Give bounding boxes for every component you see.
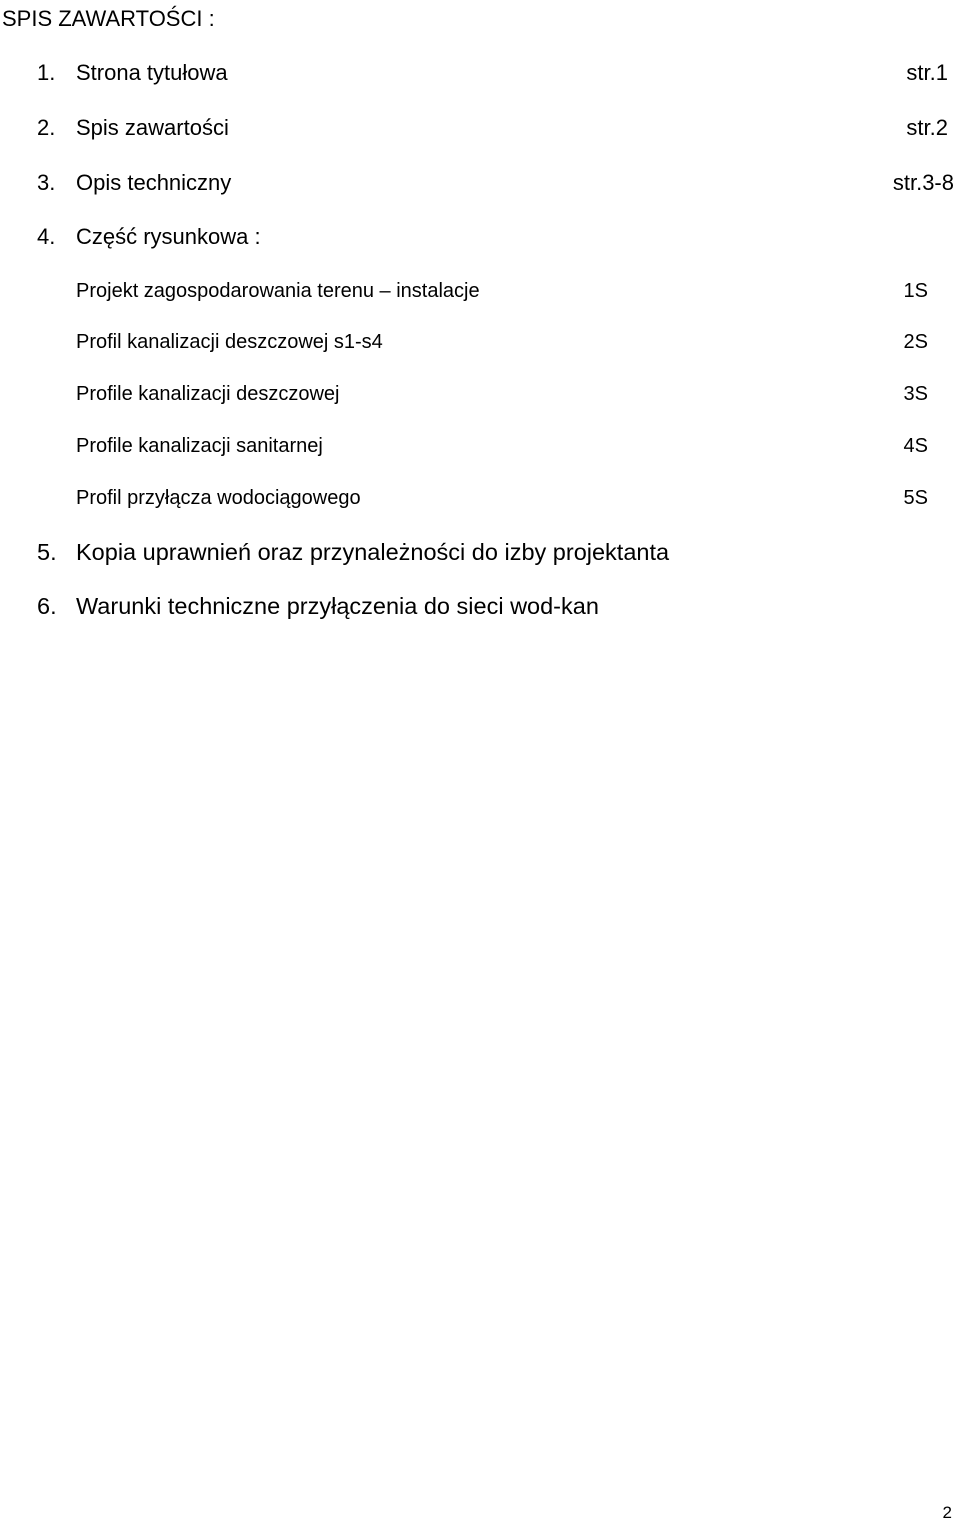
drawing-sheet: 5S — [903, 487, 928, 509]
drawing-item — [0, 380, 960, 408]
toc-item-label: Spis zawartości — [76, 115, 229, 140]
drawing-sheet: 3S — [903, 383, 928, 405]
page-number: 2 — [942, 1503, 952, 1522]
toc-item-page: str.1 — [906, 60, 948, 85]
toc-item-number: 1. — [37, 60, 56, 85]
drawing-item — [0, 484, 960, 512]
toc-item-label: Warunki techniczne przyłączenia do sieci wod-kan — [76, 593, 599, 619]
toc-item-number: 6. — [37, 593, 57, 619]
drawing-label: Profil przyłącza wodociągowego — [76, 487, 361, 509]
drawing-label: Profile kanalizacji sanitarnej — [76, 435, 323, 457]
toc-heading: SPIS ZAWARTOŚCI : — [2, 6, 215, 31]
toc-item-page: str.2 — [906, 115, 948, 140]
drawing-label: Projekt zagospodarowania terenu – instalacje — [76, 280, 480, 302]
drawing-sheet: 1S — [903, 280, 928, 302]
toc-item — [0, 168, 960, 198]
drawing-item — [0, 277, 960, 305]
toc-item-number: 4. — [37, 224, 56, 249]
toc-item-label: Strona tytułowa — [76, 60, 228, 85]
drawing-sheet: 4S — [903, 435, 928, 457]
toc-item — [0, 537, 960, 567]
toc-item-number: 2. — [37, 115, 56, 140]
toc-item — [0, 591, 960, 621]
toc-item-label: Kopia uprawnień oraz przynależności do izby projektanta — [76, 539, 670, 565]
drawing-item — [0, 328, 960, 356]
toc-item-number: 3. — [37, 170, 56, 195]
toc-item-number: 5. — [37, 539, 57, 565]
toc-item — [0, 222, 960, 252]
drawing-label: Profile kanalizacji deszczowej — [76, 383, 340, 405]
drawing-sheet: 2S — [903, 331, 928, 353]
toc-item-page: str.3-8 — [892, 170, 954, 195]
toc-item — [0, 113, 960, 143]
drawing-item — [0, 432, 960, 460]
toc-item — [0, 58, 960, 88]
toc-item-label: Opis techniczny — [76, 170, 232, 195]
toc-item-label: Część rysunkowa : — [76, 224, 261, 249]
drawing-label: Profil kanalizacji deszczowej s1-s4 — [76, 331, 383, 353]
